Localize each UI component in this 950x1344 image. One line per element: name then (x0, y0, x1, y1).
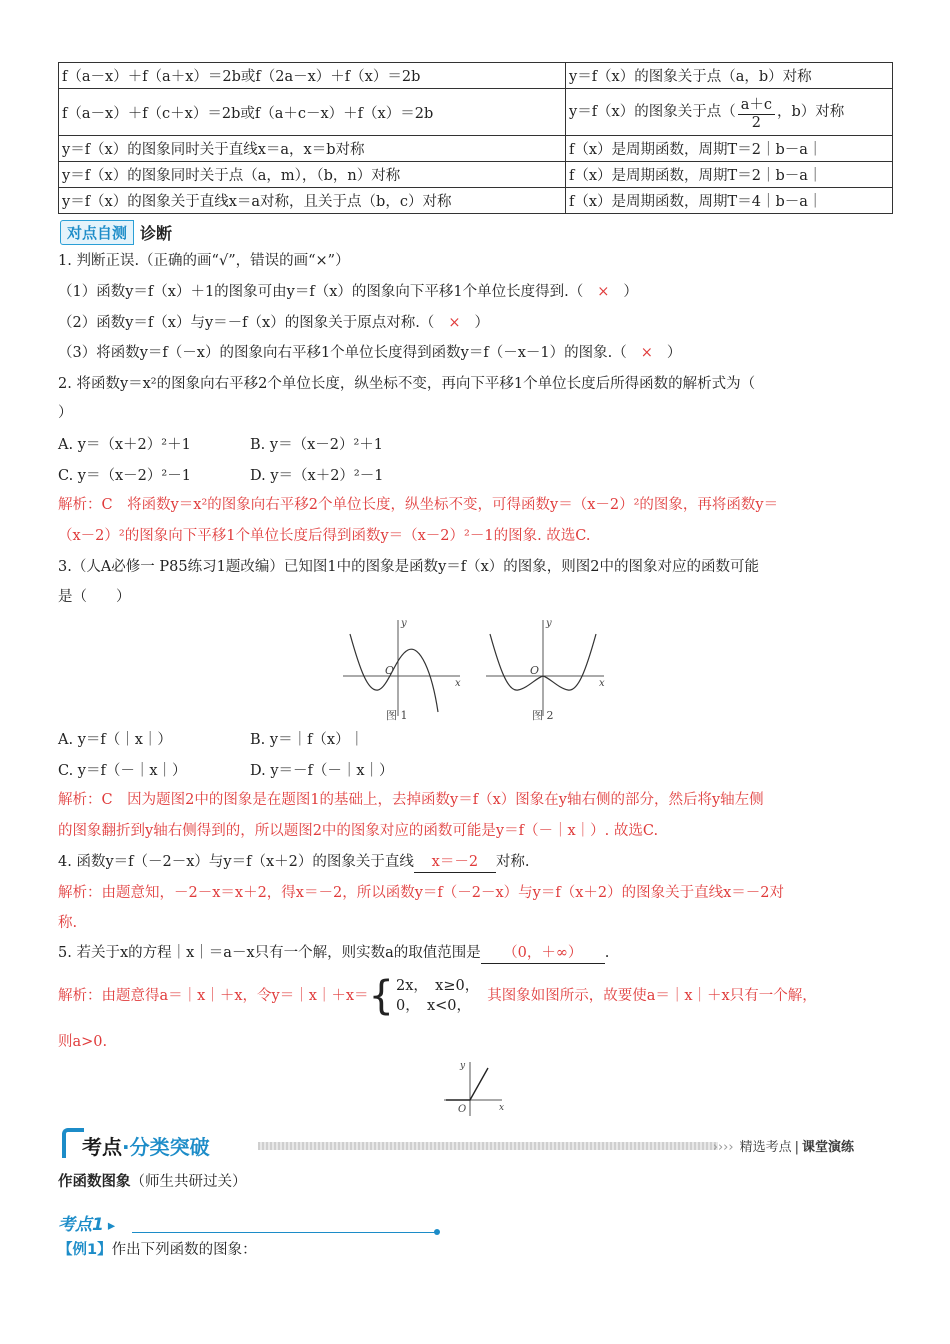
y-axis-label: y (546, 618, 552, 629)
y-axis-label: y (401, 618, 407, 629)
section-title-dot: · (122, 1135, 130, 1159)
section-stripe (258, 1142, 718, 1150)
kaodian-marker (58, 1210, 115, 1235)
table-cell: f（x）是周期函数，周期T＝2｜b－a｜ (566, 162, 893, 188)
q1-item-text: （2）函数y＝f（x）与y＝－f（x）的图象关于原点对称.（ (58, 315, 435, 331)
option-a: A. y＝（x＋2）²＋1 (58, 437, 191, 453)
analysis-text: C 将函数y＝x²的图象向右平移2个单位长度，纵坐标不变，可得函数y＝（x－2）²的图象，再将函数y＝ (101, 497, 779, 513)
case-row: 0， x<0， (396, 998, 472, 1014)
symmetry-property-table (58, 62, 893, 214)
option-c: C. y＝（x－2）²－1 (58, 468, 191, 484)
figure-abs-plus-x (442, 1058, 512, 1118)
q2-analysis (58, 495, 894, 515)
q4-stem (58, 852, 894, 873)
origin-label: O (385, 664, 395, 677)
example-text: 作出下列函数的图象： (111, 1242, 257, 1258)
cell-text: y＝f（x）的图象关于点（ (569, 104, 736, 120)
q5-stem-text: 5. 若关于x的方程｜x｜＝a－x只有一个解，则实数a的取值范围是 (58, 945, 481, 961)
q3-analysis (58, 790, 894, 810)
q5-stem-end: . (604, 945, 610, 961)
q5-stem (58, 943, 894, 964)
kaodian-underline (132, 1232, 438, 1233)
table-cell: f（a－x）＋f（a＋x）＝2b或f（2a－x）＋f（x）＝2b (59, 63, 566, 89)
answer-mark: × (640, 345, 653, 361)
q3-stem: 3.（人A必修一 P85练习1题改编）已知图1中的图象是函数y＝f（x）的图象，则图2中的图象对应的函数可能 (58, 559, 760, 575)
table-row (59, 188, 893, 214)
figure-caption: 图 2 (532, 709, 554, 722)
option-c: C. y＝f（－｜x｜） (58, 763, 187, 779)
graph-line (446, 1068, 488, 1100)
kaodian-dot (434, 1229, 440, 1235)
analysis-label: 解析： (58, 988, 102, 1004)
q4-stem-text: 4. 函数y＝f（－2－x）与y＝f（x＋2）的图象关于直线 (58, 854, 414, 870)
q1-item (58, 313, 894, 333)
table-cell: y＝f（x）的图象同时关于点（a，m），（b，n）对称 (59, 162, 566, 188)
figure-graphs (338, 612, 618, 727)
analysis-text: C 因为题图2中的图象是在题图1的基础上，去掉函数y＝f（x）图象在y轴右侧的部分，然后将y轴左侧 (101, 792, 764, 808)
table-row (59, 162, 893, 188)
fraction (738, 93, 775, 131)
section-title-part: 分类突破 (129, 1135, 210, 1159)
table-cell: f（a－x）＋f（c＋x）＝2b或f（a＋c－x）＋f（x）＝2b (59, 89, 566, 136)
origin-label: O (530, 664, 540, 677)
y-axis-label: y (460, 1061, 466, 1071)
table-cell: y＝f（x）的图象关于直线x＝a对称，且关于点（b，c）对称 (59, 188, 566, 214)
section-title-part: 考点 (82, 1135, 122, 1159)
tagline-part: 精选考点 (739, 1140, 792, 1155)
figure-1 (343, 618, 461, 722)
badge-suffix: 诊断 (140, 223, 173, 243)
tagline-separator: | (794, 1140, 799, 1155)
section-title (82, 1131, 210, 1160)
section-corner-decoration (62, 1128, 84, 1158)
case-row: 2x， x≥0， (396, 978, 480, 994)
figure-2 (486, 618, 605, 722)
q4-stem-end: 对称. (495, 854, 530, 870)
analysis-label: 解析： (58, 885, 102, 901)
self-test-badge (60, 220, 172, 244)
table-cell: y＝f（x）的图象同时关于直线x＝a，x＝b对称 (59, 136, 566, 162)
q4-answer-blank: x＝－2 (414, 852, 496, 873)
arrows-icon: ›››› (712, 1140, 734, 1155)
option-b: B. y＝｜f（x）｜ (250, 732, 365, 748)
table-row (59, 89, 893, 136)
x-axis-label: x (599, 678, 605, 689)
table-cell: f（x）是周期函数，周期T＝4｜b－a｜ (566, 188, 893, 214)
topic-title: 作函数图象 (58, 1174, 131, 1190)
q2-stem: 2. 将函数y＝x²的图象向右平移2个单位长度，纵坐标不变，再向下平移1个单位长度后所得函数的解析式为（ (58, 376, 756, 392)
badge-label: 对点自测 (60, 220, 134, 245)
q5-analysis (58, 974, 894, 1018)
q5-analysis-cont: 则a>0. (58, 1034, 108, 1050)
section-tagline (713, 1136, 854, 1155)
table-cell: y＝f（x）的图象关于点（a，b）对称 (566, 63, 893, 89)
analysis-text: 由题意知，－2－x＝x＋2，得x＝－2，所以函数y＝f（－2－x）与y＝f（x＋2）的图象关于直线x＝－2对 (101, 885, 785, 901)
q2-stem-cont: ） (58, 405, 73, 421)
answer-mark: × (448, 315, 461, 331)
left-brace: { (368, 973, 394, 1019)
q4-analysis (58, 883, 894, 903)
topic-heading (58, 1172, 894, 1192)
analysis-text: 由题意得a＝｜x｜＋x，令y＝｜x｜＋x＝ (101, 988, 369, 1004)
table-cell: f（x）是周期函数，周期T＝2｜b－a｜ (566, 136, 893, 162)
table-row (59, 136, 893, 162)
option-d: D. y＝－f（－｜x｜） (250, 763, 394, 779)
analysis-label: 解析： (58, 792, 102, 808)
table-cell (566, 89, 893, 136)
option-d: D. y＝（x＋2）²－1 (250, 468, 384, 484)
tagline-part: 课堂演练 (801, 1140, 854, 1155)
x-axis-label: x (499, 1103, 505, 1113)
q3-analysis-cont: 的图象翻折到y轴右侧得到的，所以题图2中的图象对应的函数可能是y＝f（－｜x｜）. 故选C. (58, 823, 659, 839)
q1-item (58, 282, 894, 302)
fraction-numerator: a＋c (738, 93, 775, 115)
cell-text: ，b）对称 (777, 104, 845, 120)
q3-stem-cont: 是（ ） (58, 589, 131, 605)
answer-mark: × (597, 284, 610, 300)
option-b: B. y＝（x－2）²＋1 (250, 437, 384, 453)
kaodian-label: 考点1 (58, 1215, 104, 1235)
fraction-denominator: 2 (751, 115, 761, 131)
paren: ） (623, 284, 638, 300)
table-row (59, 63, 893, 89)
piecewise-rows (396, 976, 479, 1016)
x-axis-label: x (455, 678, 461, 689)
figure-caption: 图 1 (386, 709, 408, 722)
q2-analysis-cont: （x－2）²的图象向下平移1个单位长度后得到函数y＝（x－2）²－1的图象. 故选C. (58, 528, 591, 544)
analysis-label: 解析： (58, 497, 102, 513)
property-table-wrapper (58, 62, 894, 214)
piecewise-function (368, 973, 480, 1019)
q1-item-text: （1）函数y＝f（x）＋1的图象可由y＝f（x）的图象向下平移1个单位长度得到.（ (58, 284, 584, 300)
analysis-text: 其图象如图所示，故要使a＝｜x｜＋x只有一个解， (487, 988, 817, 1004)
option-a: A. y＝f（｜x｜） (58, 732, 172, 748)
q1-item (58, 343, 894, 363)
topic-note: （师生共研过关） (130, 1174, 247, 1190)
example-1 (58, 1240, 894, 1260)
q1-item-text: （3）将函数y＝f（－x）的图象向右平移1个单位长度得到函数y＝f（－x－1）的图象.（ (58, 345, 627, 361)
paren: ） (666, 345, 682, 361)
arrow-icon: ▸ (107, 1218, 116, 1234)
section-header (58, 1128, 894, 1162)
q4-analysis-cont: 称. (58, 915, 78, 931)
origin-label: O (458, 1104, 467, 1115)
example-label: 【例1】 (58, 1242, 112, 1258)
paren: ） (474, 315, 489, 331)
q1-stem: 1. 判断正误.（正确的画“√”，错误的画“×”） (58, 253, 350, 269)
q5-answer-blank: （0，＋∞） (481, 943, 605, 964)
